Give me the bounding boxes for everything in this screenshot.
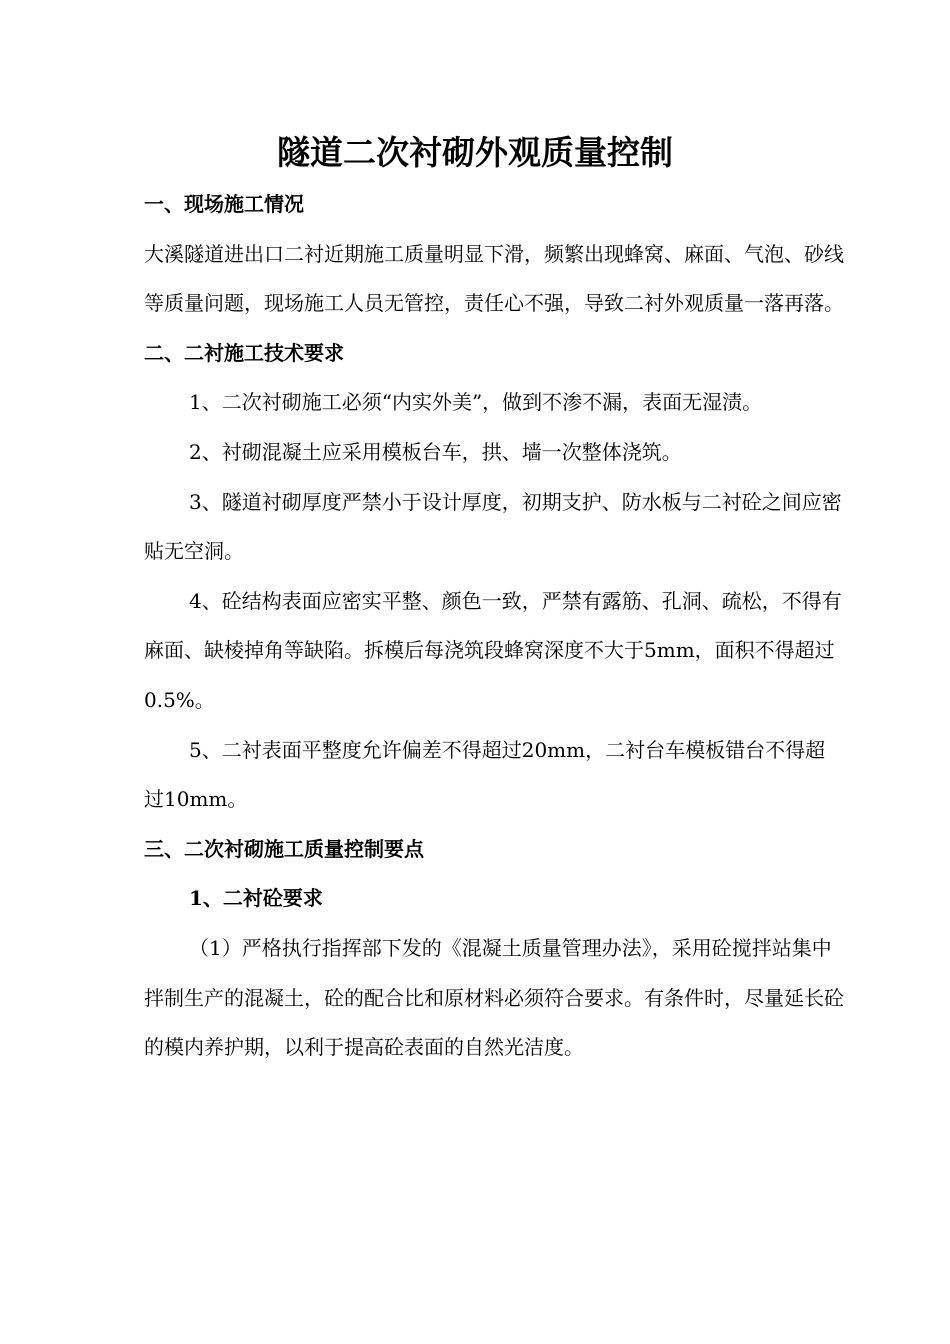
requirement-3: 3、隧道衬砌厚度严禁小于设计厚度，初期支护、防水板与二衬砼之间应密贴无空洞。 — [144, 489, 842, 564]
document-title: 隧道二次衬砌外观质量控制 — [277, 133, 673, 172]
section-heading-3: 三、二次衬砌施工质量控制要点 — [144, 836, 424, 861]
control-point-1: （1）严格执行指挥部下发的《混凝土质量管理办法》，采用砼搅拌站集中拌制生产的混凝土，砼的配合比和原材料必须符合要求。有条件时，尽量延长砼的模内养护期，以利于提高砼表面的自然光洁度。 — [144, 935, 844, 1060]
requirement-4: 4、砼结构表面应密实平整、颜色一致，严禁有露筋、孔洞、疏松，不得有麻面、缺棱掉角等缺陷。拆模后每浇筑段蜂窝深度不大于5mm，面积不得超过0.5%。 — [144, 588, 842, 712]
section-heading-2: 二、二衬施工技术要求 — [144, 340, 344, 365]
requirement-1: 1、二次衬砌施工必须“内实外美”，做到不渗不漏，表面无湿渍。 — [189, 390, 763, 415]
paragraph-site-situation: 大溪隧道进出口二衬近期施工质量明显下滑，频繁出现蜂窝、麻面、气泡、砂线等质量问题，现场施工人员无管控，责任心不强，导致二衬外观质量一落再落。 — [144, 241, 844, 316]
section-heading-1: 一、现场施工情况 — [144, 192, 304, 216]
requirement-2: 2、衬砌混凝土应采用模板台车，拱、墙一次整体浇筑。 — [189, 439, 682, 464]
subsection-heading-concrete: 1、二衬砼要求 — [189, 886, 323, 911]
requirement-5: 5、二衬表面平整度允许偏差不得超过20mm，二衬台车模板错台不得超过10mm。 — [144, 737, 826, 812]
document-body — [144, 180, 844, 1073]
